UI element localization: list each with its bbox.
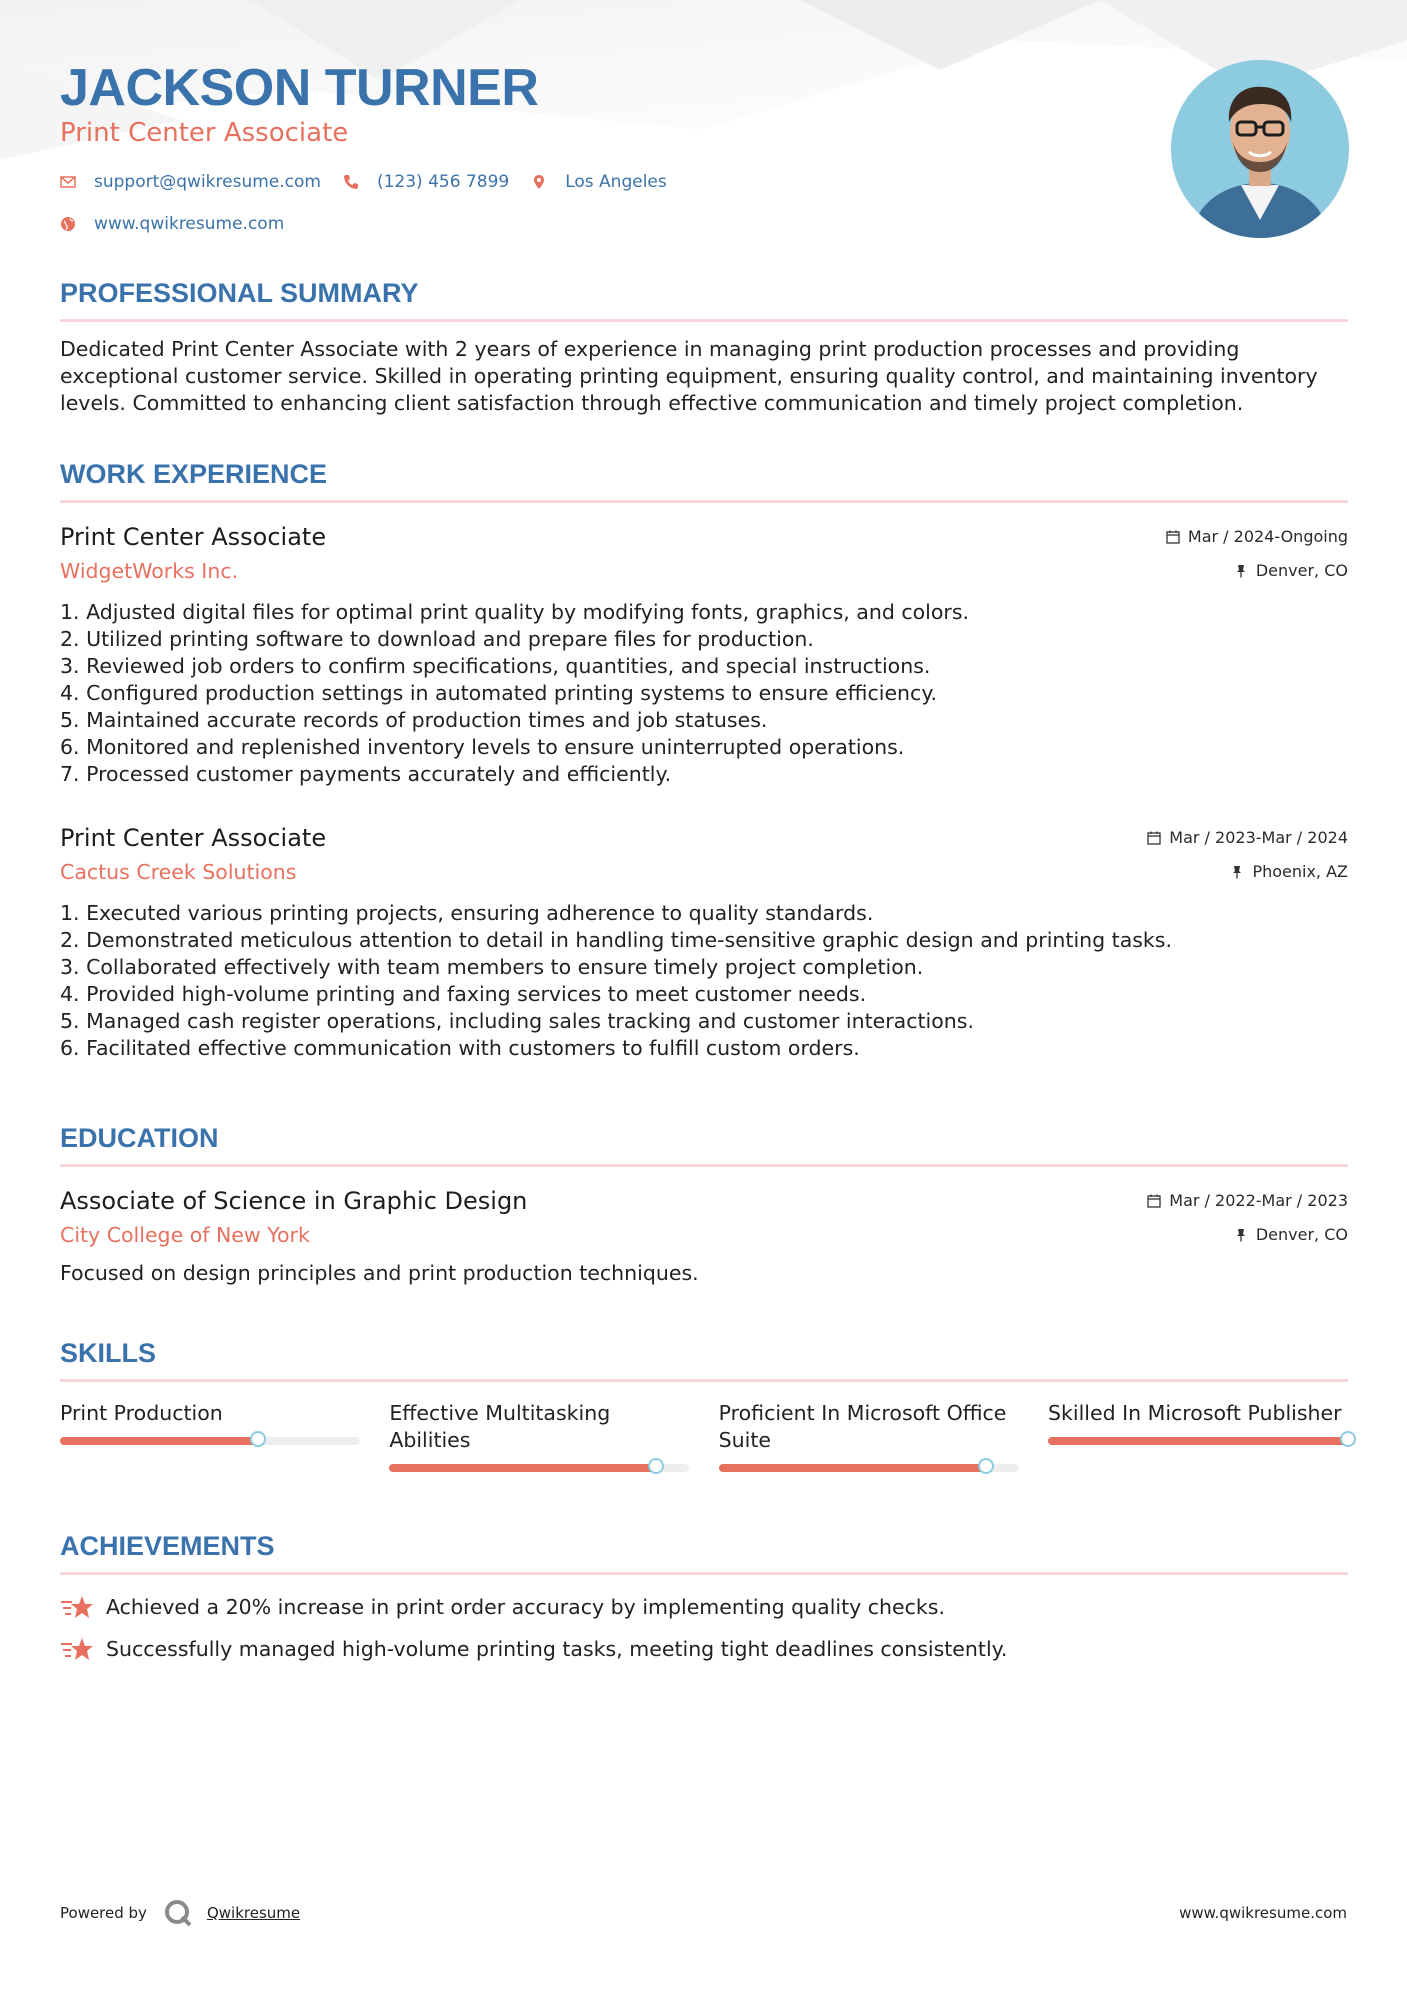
summary-line: exceptional customer service. Skilled in operating printing equipment, ensuring quality control, and maintaining inventory [60,364,1318,388]
job-entry [60,523,1348,803]
skill-name [60,1400,360,1427]
bullet-item: 2. Utilized printing software to download and prepare files for production. [60,627,814,651]
avatar-portrait [1171,60,1349,238]
skill-item [1048,1400,1348,1472]
pushpin-icon [1234,1228,1248,1242]
phone-text: (123) 456 7899 [376,172,510,192]
job-location-text: Denver, CO [1255,561,1348,580]
bullet-item: 3. Reviewed job orders to confirm specifications, quantities, and special instructions. [60,654,931,678]
qwikresume-logo-icon [163,1898,193,1928]
education-entry [60,1187,1348,1297]
contact-row-secondary [60,214,306,234]
map-pin-icon [531,174,547,190]
contact-location [531,172,667,192]
school-name: City College of New York [60,1223,310,1247]
section-skills [60,1338,1348,1472]
skills-list [60,1400,1348,1472]
section-achievements [60,1531,1348,1663]
bullet-item: 6. Facilitated effective communication with customers to fulfill custom orders. [60,1036,860,1060]
bullet-item: 5. Maintained accurate records of production times and job statuses. [60,708,768,732]
shooting-star-icon [60,1635,94,1663]
skill-level-bar [1048,1437,1348,1445]
education-location [1234,1225,1348,1244]
section-divider [60,1379,1348,1382]
bullet-item: 1. Executed various printing projects, ensuring adherence to quality standards. [60,901,874,925]
section-divider [60,1572,1348,1575]
skill-level-knob [978,1458,994,1474]
contact-website[interactable] [60,214,284,234]
skill-name [1048,1400,1348,1427]
section-divider [60,1164,1348,1167]
job-location [1234,561,1348,580]
footer-powered-by [60,1898,300,1928]
skill-level-knob [1340,1431,1356,1447]
job-title: Print Center Associate [60,523,327,551]
bullet-item: 2. Demonstrated meticulous attention to detail in handling time-sensitive graphic design and printing tasks. [60,928,1173,952]
skill-level-knob [250,1431,266,1447]
skill-level-fill [1048,1437,1348,1445]
skill-name-line: Abilities [389,1428,471,1452]
footer [60,1898,1347,1928]
section-heading: PROFESSIONAL SUMMARY [60,278,419,308]
section-heading: WORK EXPERIENCE [60,459,328,489]
education-description: Focused on design principles and print production techniques. [60,1261,699,1285]
job-company: WidgetWorks Inc. [60,559,239,583]
section-divider [60,500,1348,503]
summary-text [60,336,1348,417]
skill-name [389,1400,689,1454]
job-title: Print Center Associate [60,824,327,852]
powered-by-label: Powered by [60,1904,147,1922]
job-date-text: Mar / 2023-Mar / 2024 [1169,828,1348,847]
phone-icon [343,174,359,190]
bullet-item: 6. Monitored and replenished inventory levels to ensure uninterrupted operations. [60,735,905,759]
contact-phone[interactable] [343,172,509,192]
bullet-item: 4. Configured production settings in automated printing systems to ensure efficiency. [60,681,938,705]
summary-line: Dedicated Print Center Associate with 2 years of experience in managing print production processes and providing [60,337,1240,361]
section-summary [60,278,1348,417]
achievement-text: Achieved a 20% increase in print order accuracy by implementing quality checks. [106,1595,945,1619]
calendar-icon [1147,831,1161,845]
education-location-text: Denver, CO [1255,1225,1348,1244]
job-location [1230,862,1348,881]
website-text: www.qwikresume.com [94,214,285,234]
bullet-item: 3. Collaborated effectively with team members to ensure timely project completion. [60,955,924,979]
envelope-icon [60,174,76,190]
location-text: Los Angeles [565,172,667,192]
achievement-text: Successfully managed high-volume printing tasks, meeting tight deadlines consistently. [106,1637,1008,1661]
footer-url[interactable]: www.qwikresume.com [1179,1904,1347,1922]
shooting-star-icon [60,1593,94,1621]
skill-level-fill [60,1437,258,1445]
pushpin-icon [1230,865,1244,879]
contact-email[interactable] [60,172,321,192]
skill-level-bar [389,1464,689,1472]
summary-line: levels. Committed to enhancing client satisfaction through effective communication and timely project completion. [60,391,1244,415]
skill-level-knob [648,1458,664,1474]
bullet-item: 1. Adjusted digital files for optimal print quality by modifying fonts, graphics, and colors. [60,600,970,624]
calendar-icon [1166,530,1180,544]
skill-level-fill [389,1464,656,1472]
section-heading: EDUCATION [60,1123,219,1153]
achievement-item [60,1593,1348,1621]
job-bullets [60,599,969,788]
bullet-item: 4. Provided high-volume printing and faxing services to meet customer needs. [60,982,867,1006]
job-company: Cactus Creek Solutions [60,860,297,884]
job-date [1147,828,1348,847]
skill-name [719,1400,1019,1454]
calendar-icon [1147,1194,1161,1208]
brand-link[interactable]: Qwikresume [206,1904,301,1922]
skill-item [719,1400,1019,1472]
candidate-name: JACKSON TURNER [60,59,539,117]
section-experience [60,459,1348,1079]
job-date-text: Mar / 2024-Ongoing [1187,527,1348,546]
job-location-text: Phoenix, AZ [1252,862,1348,881]
bullet-item: 7. Processed customer payments accurately and efficiently. [60,762,672,786]
job-entry [60,824,1348,1074]
section-education [60,1123,1348,1293]
job-bullets [60,900,1172,1062]
education-date-text: Mar / 2022-Mar / 2023 [1169,1191,1348,1210]
candidate-title: Print Center Associate [60,118,349,148]
skill-level-bar [60,1437,360,1445]
skill-level-fill [719,1464,986,1472]
skill-name-line: Suite [718,1428,772,1452]
education-date [1147,1191,1348,1210]
degree-title: Associate of Science in Graphic Design [60,1187,528,1215]
email-text: support@qwikresume.com [94,172,321,192]
pushpin-icon [1234,564,1248,578]
skill-name-line: Proficient In Microsoft Office [718,1401,1007,1425]
skill-level-bar [719,1464,1019,1472]
skill-name-line: Print Production [60,1401,223,1425]
job-date [1166,527,1348,546]
bullet-item: 5. Managed cash register operations, including sales tracking and customer interactions. [60,1009,974,1033]
globe-icon [60,216,76,232]
skill-item [60,1400,360,1472]
section-heading: ACHIEVEMENTS [60,1531,275,1561]
contact-row-primary [60,172,689,192]
skill-name-line: Skilled In Microsoft Publisher [1047,1401,1342,1425]
achievement-item [60,1635,1348,1663]
skill-name-line: Effective Multitasking [389,1401,611,1425]
section-heading: SKILLS [60,1338,157,1368]
skill-item [389,1400,689,1472]
section-divider [60,319,1348,322]
avatar [1171,60,1349,238]
